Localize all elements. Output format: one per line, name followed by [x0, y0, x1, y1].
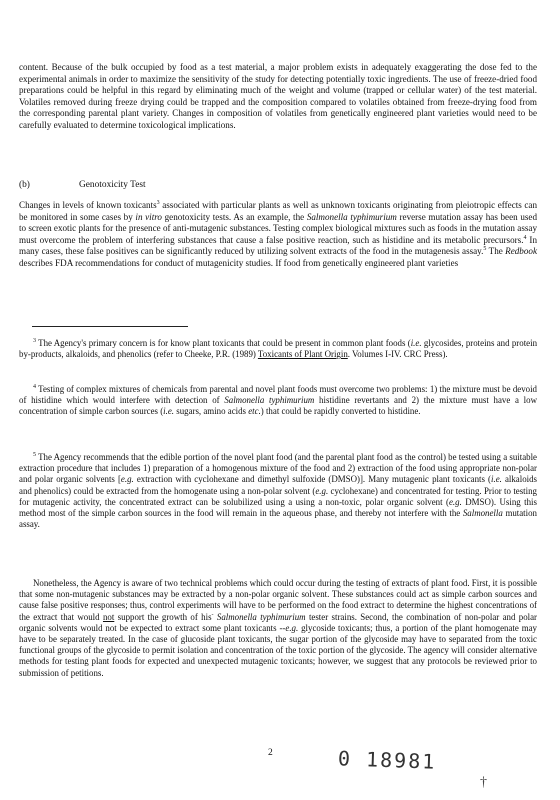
footnote-5-continued: Nonetheless, the Agency is aware of two technical problems which could occur during the testing of extracts of plant food. First, it is possible that some non-mutagenic substances may be extracted by a non-polar organic solvent. These substances could act as simple carbon sources and cause false positive responses; thus, control experiments will have to be performed on the food extract to determine the highest concentrations of the extract that would not support the growth of his- Salmonella typhimurium tester strains. Second, the combination of non-polar and polar organic solvents would not be expected to extract some plant toxicants --e.g. glycoside toxicants; thus, a portion of the plant homogenate may have to be separately treated. In the case of glucoside plant toxicants, the sugar portion of the glycoside may have to separated from the toxic functional groups of the glycoside to permit isolation and concentration of the toxic portion of the glycoside. The agency will consider alternative methods for testing plant foods for expected and unexpected mutagenic toxicants; however, we suggest that any protocols be reviewed prior to submission of petitions.: [19, 578, 538, 678]
intro-paragraph: content. Because of the bulk occupied by food as a test material, a major problem exists in adequately exaggerating the dose fed to the experimental animals in order to maximize the sensitivity of the study for detecting potentially toxic ingredients. The use of freeze-dried food preparations could be helpful in this regard by eliminating much of the weight and volume (trapped or cellular water) of the test material. Volatiles removed during freeze drying could be trapped and the composition compared to volatiles obtained from freeze-drying food from the corresponding parental plant variety. Changes in composition of volatiles from genetically engineered plant varieties would need to be carefully evaluated to determine toxicological implications.: [19, 62, 537, 130]
genotoxicity-paragraph: Changes in levels of known toxicants$^3$ associated with particular plants as well as unknown toxicants originating from pleiotropic effects can be monitored in some cases by in vitro genotoxicity tests. As an example, the Salmonella typhimurium reverse mutation assay has been used to screen exotic plants for the presence of anti-mutagenic substances. Testing complex biological mixtures such as foods in the mutation assay must overcome the problem of interfering substances that cause a false positive reaction, such as histidine and its metabolic precursors.$^4$ In many cases, these false positives can be significantly reduced by utilizing solvent extracts of the food in the mutagenesis assay.$^5$ The Redbook describes FDA recommendations for conduct of mutagenicity studies. If food from genetically engineered plant varieties: [19, 199, 537, 268]
section-heading: [19, 180, 146, 190]
fn-ref-3: 3: [156, 199, 160, 206]
footnote-3: $^3$ The Agency's primary concern is for know plant toxicants that could be present in common plant foods (i.e. glycosides, proteins and protein by-products, alkaloids, and phenolics (refer to Cheeke, P.R. (1989) Toxicants of Plant Origin. Volumes I-IV. CRC Press).: [19, 338, 538, 360]
footnote-5: $^5$ The Agency recommends that the edible portion of the novel plant food (and the parental plant food as the control) be tested using a suitable extraction procedure that includes 1) preparation of a homogenous mixture of the food and 2) extraction of the food using appropriate non-polar and polar organic solvents [e.g. extraction with cyclohexane and dimethyl sulfoxide (DMSO)]. Many mutagenic plant toxicants (i.e. alkaloids and phenolics) could be extracted from the homogenate using a non-polar solvent (e.g. cyclohexane) and concentrated for testing. Prior to testing for mutagenic activity, the concentrated extract can be solubilized using a using a non-toxic, polar organic solvent (e.g. DMSO). Using this method most of the simple carbon sources in the food will remain in the aqueous phase, and thereby not interfere with the Salmonella mutation assay.: [19, 452, 537, 530]
footnote-divider: [32, 326, 188, 327]
footnote-4: $^4$ Testing of complex mixtures of chemicals from parental and novel plant foods must overcome two problems: 1) the mixture must be devoid of histidine which would interfere with detection of Salmonella typhimurium histidine revertants and 2) the mixture must have a low concentration of simple carbon sources (i.e. sugars, amino acids etc.) that could be rapidly converted to histidine.: [19, 384, 537, 417]
section-title: Genotoxicity Test: [79, 180, 146, 190]
fn-ref-4: 4: [523, 234, 527, 241]
page-number: 2: [268, 748, 273, 758]
section-label: (b): [19, 180, 30, 190]
fn-ref-5: 5: [483, 245, 487, 252]
document-stamp: 0 18981: [337, 746, 437, 774]
corner-mark: †: [480, 775, 487, 790]
